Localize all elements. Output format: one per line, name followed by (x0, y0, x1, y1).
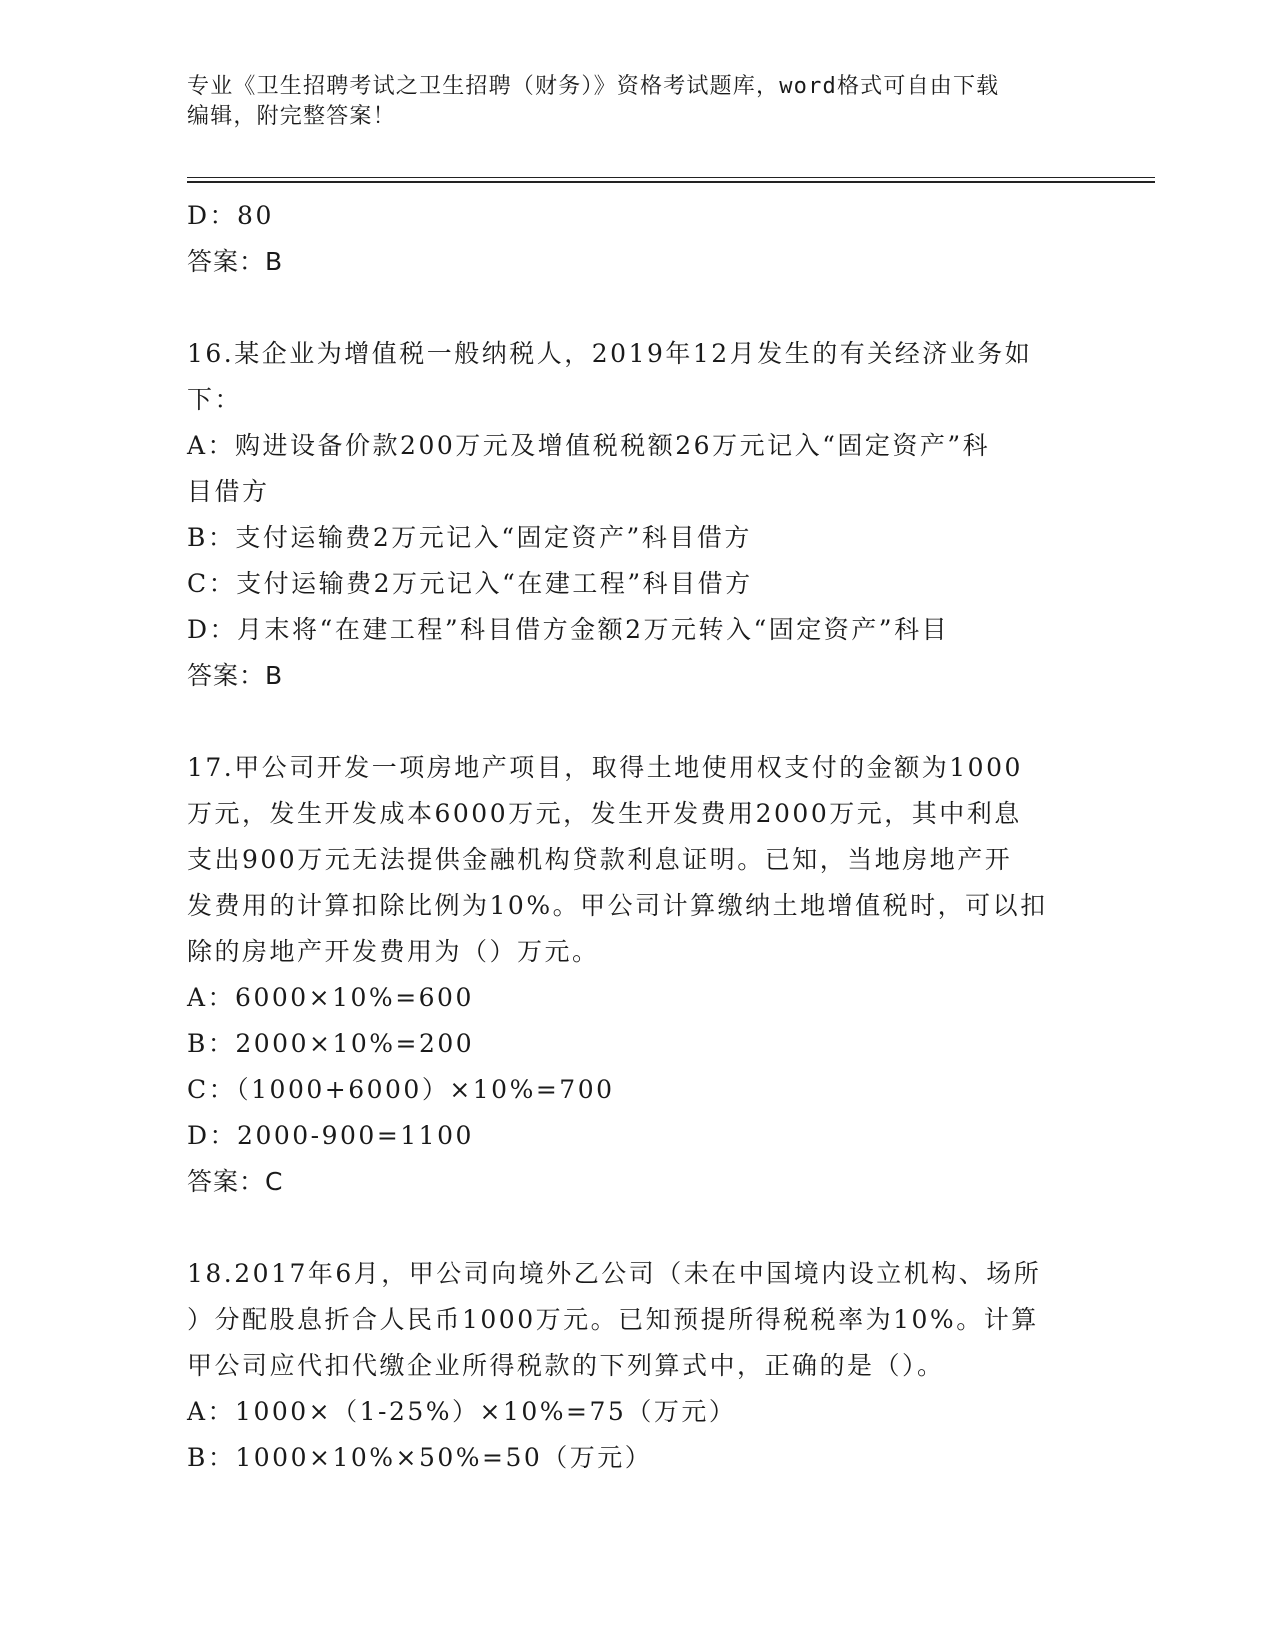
header-line-2: 编辑，附完整答案！ (187, 104, 396, 129)
q16-option-d: D：月末将“在建工程”科目借方金额2万元转入“固定资产”科目 (187, 615, 950, 644)
q16-answer: 答案：B (187, 661, 284, 690)
q18-stem-line-2: ）分配股息折合人民币1000万元。已知预提所得税税率为10%。计算 (187, 1305, 1039, 1334)
document-header (187, 72, 1067, 132)
q17-option-c: C：（1000+6000）×10%=700 (187, 1075, 615, 1104)
q17-option-a: A：6000×10%=600 (187, 983, 474, 1012)
q17-stem-line-5: 除的房地产开发费用为（）万元。 (187, 937, 600, 966)
q16-option-a-line-1: A：购进设备价款200万元及增值税税额26万元记入“固定资产”科 (187, 431, 991, 460)
q15-option-d: D：80 (187, 201, 274, 230)
q17-answer: 答案：C (187, 1167, 284, 1196)
q16-option-a-line-2: 目借方 (187, 477, 270, 506)
q17-stem-line-4: 发费用的计算扣除比例为10%。甲公司计算缴纳土地增值税时，可以扣 (187, 891, 1048, 920)
question-16 (187, 331, 1087, 699)
header-rule-thick (187, 181, 1155, 183)
q17-stem-line-3: 支出900万元无法提供金融机构贷款利息证明。已知，当地房地产开 (187, 845, 1013, 874)
q16-stem-line-2: 下： (187, 385, 243, 414)
header-line-1: 专业《卫生招聘考试之卫生招聘（财务）》资格考试题库，word格式可自由下载 (187, 74, 1000, 99)
document-body (187, 193, 1087, 1481)
q18-option-b: B：1000×10%×50%=50（万元） (187, 1443, 653, 1472)
question-17 (187, 745, 1087, 1205)
header-rule-thin (187, 177, 1155, 178)
q17-stem-line-2: 万元，发生开发成本6000万元，发生开发费用2000万元，其中利息 (187, 799, 1022, 828)
q17-option-d: D：2000-900=1100 (187, 1121, 474, 1150)
q16-stem-line-1: 16.某企业为增值税一般纳税人，2019年12月发生的有关经济业务如 (187, 339, 1033, 368)
q18-stem-line-1: 18.2017年6月，甲公司向境外乙公司（未在中国境内设立机构、场所 (187, 1259, 1042, 1288)
q15-answer: 答案：B (187, 247, 284, 276)
q17-option-b: B：2000×10%=200 (187, 1029, 475, 1058)
spacer (187, 285, 1087, 331)
q17-stem-line-1: 17.甲公司开发一项房地产项目，取得土地使用权支付的金额为1000 (187, 753, 1023, 782)
question-15-tail (187, 193, 1087, 285)
q18-option-a: A：1000×（1-25%）×10%=75（万元） (187, 1397, 737, 1426)
spacer (187, 699, 1087, 745)
question-18 (187, 1251, 1087, 1481)
q18-stem-line-3: 甲公司应代扣代缴企业所得税款的下列算式中，正确的是（）。 (187, 1351, 945, 1380)
spacer (187, 1205, 1087, 1251)
q16-option-c: C：支付运输费2万元记入“在建工程”科目借方 (187, 569, 753, 598)
q16-option-b: B：支付运输费2万元记入“固定资产”科目借方 (187, 523, 752, 552)
